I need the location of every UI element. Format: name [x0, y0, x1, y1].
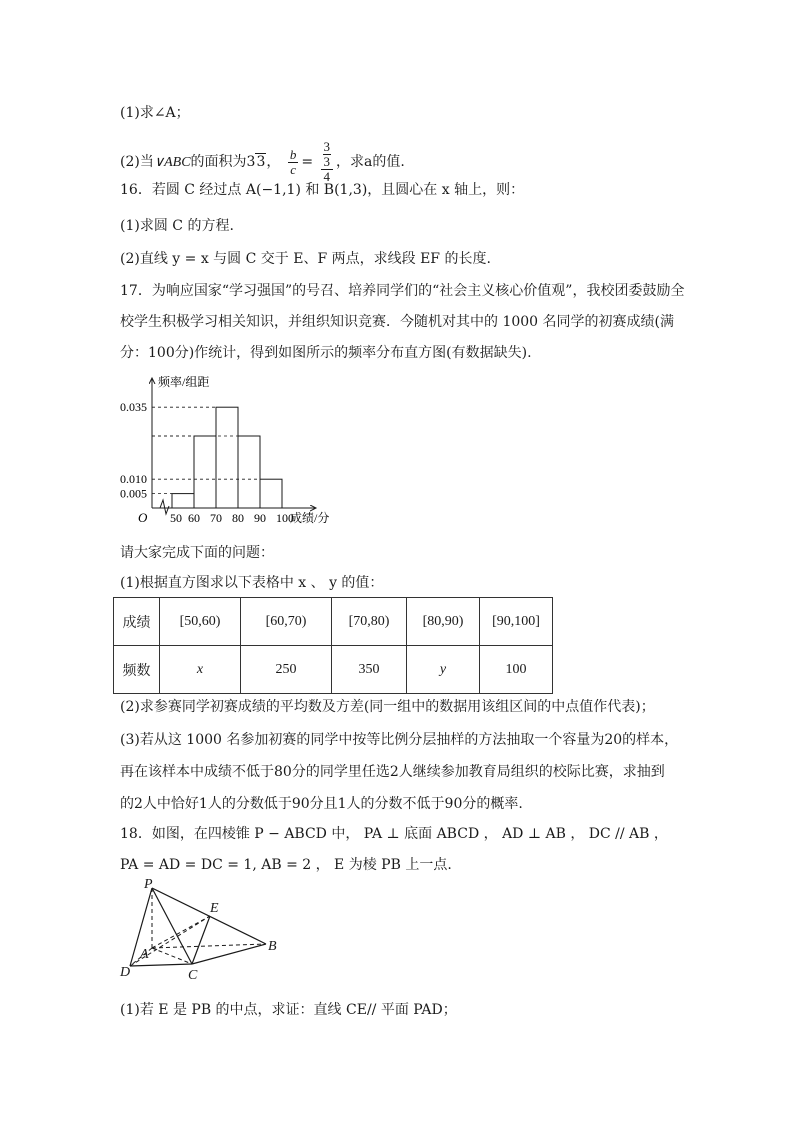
- frequency-histogram: [120, 372, 360, 532]
- table-row: [114, 598, 553, 646]
- label-A: A: [140, 947, 149, 962]
- q17-prompt: 请大家完成下面的问题：: [120, 545, 274, 561]
- edge-PC: [152, 888, 192, 964]
- q17-part3-line1: (3)若从这 1000 名参加初赛的同学中按等比例分层抽样的方法抽取一个容量为20的样本，: [120, 732, 679, 748]
- table-cell: 250: [241, 646, 332, 694]
- table-cell: 350: [332, 646, 407, 694]
- score-frequency-table: [113, 597, 553, 694]
- q17-stem-line3: 分：100分)作统计，得到如图所示的频率分布直方图(有数据缺失).: [120, 345, 532, 361]
- table-cell: x: [160, 646, 241, 694]
- label-E: E: [210, 901, 219, 916]
- q15-triangle: ∨ABC: [153, 155, 191, 170]
- table-cell: 100: [480, 646, 553, 694]
- histogram-bar: [172, 494, 194, 508]
- histogram-bar: [216, 407, 238, 508]
- pyramid-diagram: [118, 878, 288, 983]
- y-tick-label: 0.005: [120, 486, 147, 501]
- table-cell: [60,70): [241, 598, 332, 646]
- label-D: D: [120, 965, 131, 980]
- table-cell: [70,80): [332, 598, 407, 646]
- q17-part3-line3: 的2人中恰好1人的分数低于90分且1人的分数不低于90分的概率.: [120, 796, 523, 812]
- q16-part2: (2)直线 y = x 与圆 C 交于 E、F 两点，求线段 EF 的长度.: [120, 251, 491, 267]
- table-row: [114, 646, 553, 694]
- x-tick-label: 70: [210, 511, 222, 525]
- segment-CE: [192, 916, 210, 964]
- q18-stem-line1: 18．如图，在四棱锥 P − ABCD 中， PA ⊥ 底面 ABCD ， AD ⊥ AB ， DC // AB ，: [120, 826, 668, 842]
- q17-stem-line1: 17．为响应国家“学习强国”的号召、培养同学们的“社会主义核心价值观”，我校团委鼓励全: [120, 283, 685, 299]
- hist-origin-label: O: [138, 510, 148, 525]
- x-tick-label: 100: [276, 511, 294, 525]
- q18-stem-line2: PA = AD = DC = 1, AB = 2 ， E 为棱 PB 上一点.: [120, 857, 452, 873]
- table-cell: [90,100]: [480, 598, 553, 646]
- label-P: P: [144, 878, 153, 892]
- histogram-bar: [260, 479, 282, 508]
- table-header-cell: 频数: [114, 646, 160, 694]
- q15-part2-suffix: ，求a的值.: [336, 154, 405, 170]
- q16-stem: 16．若圆 C 经过点 A(−1,1) 和 B(1,3)，且圆心在 x 轴上，则：: [120, 182, 525, 198]
- hist-x-label: 成绩/分: [290, 511, 330, 525]
- q15-part1: (1)求∠A；: [120, 105, 190, 121]
- edge-CB: [192, 944, 266, 964]
- y-tick-label: 0.035: [120, 400, 147, 415]
- q17-part1: (1)根据直方图求以下表格中 x 、 y 的值：: [120, 575, 384, 591]
- q17-part2: (2)求参赛同学初赛成绩的平均数及方差(同一组中的数据用该组区间的中点值作代表)；: [120, 699, 655, 715]
- edge-DC: [130, 964, 192, 966]
- q15-part2-mid: 的面积为3: [190, 154, 256, 170]
- q15-part2-prefix: (2)当: [120, 154, 154, 170]
- table-cell: y: [407, 646, 480, 694]
- hist-axis-break: [160, 500, 169, 514]
- x-tick-label: 50: [170, 511, 182, 525]
- segment-AC: [152, 948, 192, 964]
- q16-part1: (1)求圆 C 的方程.: [120, 218, 234, 234]
- q17-stem-line2: 校学生积极学习相关知识，并组织知识竞赛．今随机对其中的 1000 名同学的初赛成绩(满: [120, 314, 674, 330]
- table-header-cell: 成绩: [114, 598, 160, 646]
- table-cell: [80,90): [407, 598, 480, 646]
- q18-part1: (1)若 E 是 PB 的中点，求证：直线 CE// 平面 PAD；: [120, 1002, 457, 1018]
- q15-part2: (2)当∨ABC的面积为33， $\frac{b}{c}$ = 3 3 4 ，求a的值.: [120, 139, 405, 184]
- y-tick-label: 0.010: [120, 472, 147, 487]
- x-tick-label: 90: [254, 511, 266, 525]
- table-cell: [50,60): [160, 598, 241, 646]
- label-B: B: [268, 939, 277, 954]
- label-C: C: [188, 968, 198, 983]
- q15-sqrt3: 3: [256, 154, 266, 170]
- q15-fraction-bc: $\frac{b}{c}$: [289, 146, 297, 177]
- x-tick-label: 80: [232, 511, 244, 525]
- q17-part3-line2: 再在该样本中成绩不低于80分的同学里任选2人继续参加教育局组织的校际比赛，求抽到: [120, 764, 665, 780]
- edge-AB: [152, 944, 266, 948]
- histogram-bar: [194, 436, 216, 508]
- q15-fraction-value: 3 3 4: [321, 140, 334, 184]
- hist-y-label: 频率/组距: [158, 375, 210, 389]
- x-tick-label: 60: [188, 511, 200, 525]
- histogram-bar: [238, 436, 260, 508]
